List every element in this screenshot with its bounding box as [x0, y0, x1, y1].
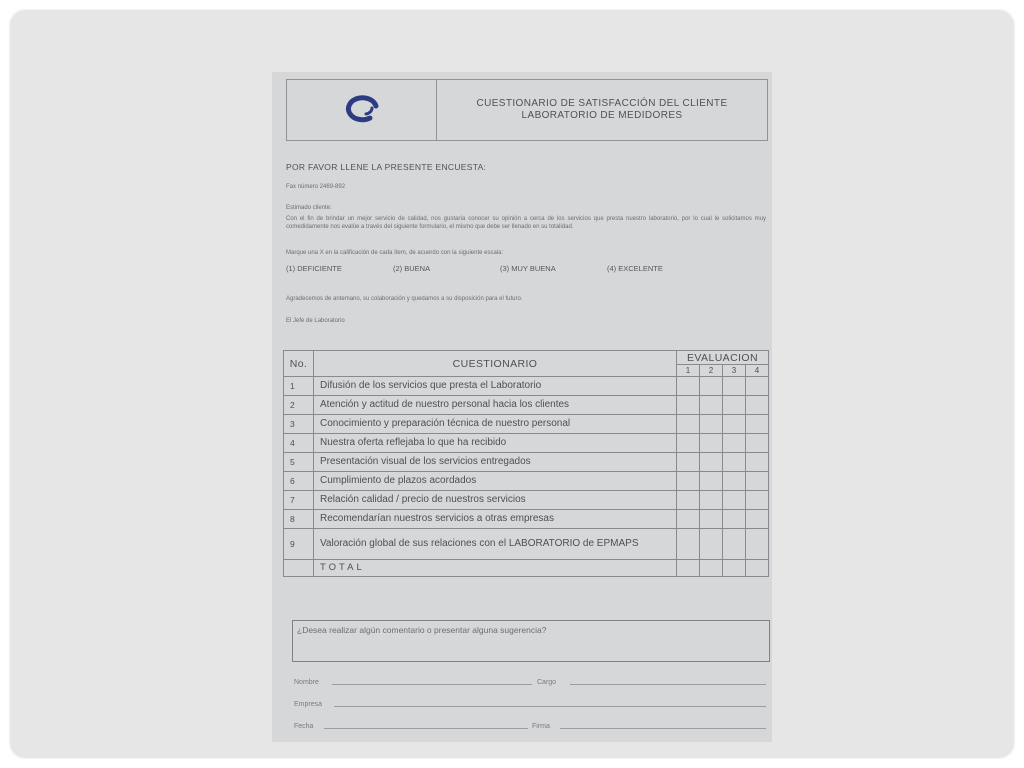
table-row — [284, 415, 769, 434]
logo-cell — [287, 80, 437, 140]
date-line[interactable] — [324, 728, 528, 729]
score-cell[interactable] — [723, 453, 746, 472]
company-logo-icon — [338, 94, 386, 126]
score-cell[interactable] — [746, 415, 769, 434]
column-header-no: No. — [284, 351, 314, 377]
score-cell[interactable] — [746, 491, 769, 510]
greeting: Estimado cliente: — [286, 205, 332, 211]
scale-item-2: (2) BUENA — [393, 264, 431, 273]
row-number: 8 — [284, 510, 314, 529]
score-header-2: 2 — [700, 365, 723, 377]
date-signature-row — [294, 719, 768, 731]
column-header-question: CUESTIONARIO — [314, 351, 677, 377]
score-cell[interactable] — [700, 529, 723, 560]
date-label: Fecha — [294, 723, 314, 730]
score-cell[interactable] — [746, 472, 769, 491]
score-cell[interactable] — [723, 415, 746, 434]
company-line[interactable] — [334, 706, 766, 707]
document-header — [286, 79, 768, 141]
score-cell[interactable] — [700, 434, 723, 453]
score-header-3: 3 — [723, 365, 746, 377]
scale-item-1: (1) DEFICIENTE — [286, 264, 342, 273]
score-cell[interactable] — [677, 510, 700, 529]
score-cell[interactable] — [677, 434, 700, 453]
questionnaire-table — [283, 350, 769, 577]
score-cell[interactable] — [700, 472, 723, 491]
total-row-blank — [284, 560, 314, 577]
score-cell[interactable] — [723, 491, 746, 510]
comment-prompt: ¿Desea realizar algún comentario o presentar alguna sugerencia? — [297, 625, 547, 635]
score-cell[interactable] — [677, 491, 700, 510]
score-cell[interactable] — [677, 472, 700, 491]
slide-frame — [11, 11, 1013, 757]
title-line-1: CUESTIONARIO DE SATISFACCIÓN DEL CLIENTE — [476, 98, 728, 109]
score-cell[interactable] — [677, 377, 700, 396]
signature-line[interactable] — [560, 728, 766, 729]
table-row — [284, 434, 769, 453]
score-cell[interactable] — [746, 377, 769, 396]
table-row — [284, 472, 769, 491]
table-row — [284, 377, 769, 396]
table-row — [284, 453, 769, 472]
score-cell[interactable] — [746, 453, 769, 472]
row-question: Presentación visual de los servicios entregados — [314, 453, 677, 472]
total-cell[interactable] — [677, 560, 700, 577]
scale-item-3: (3) MUY BUENA — [500, 264, 556, 273]
score-cell[interactable] — [723, 377, 746, 396]
row-question: Atención y actitud de nuestro personal hacia los clientes — [314, 396, 677, 415]
row-question: Conocimiento y preparación técnica de nuestro personal — [314, 415, 677, 434]
row-question: Recomendarían nuestros servicios a otras empresas — [314, 510, 677, 529]
thanks-text: Agradecemos de antemano, su colaboración y quedamos a su disposición para el futuro. — [286, 296, 523, 302]
score-cell[interactable] — [677, 396, 700, 415]
score-cell[interactable] — [700, 453, 723, 472]
row-question: Cumplimiento de plazos acordados — [314, 472, 677, 491]
score-cell[interactable] — [677, 453, 700, 472]
row-question: Valoración global de sus relaciones con el LABORATORIO de EPMAPS — [314, 529, 677, 560]
row-number: 9 — [284, 529, 314, 560]
row-number: 3 — [284, 415, 314, 434]
score-cell[interactable] — [723, 434, 746, 453]
position-label: Cargo — [537, 679, 557, 686]
score-cell[interactable] — [746, 529, 769, 560]
name-line[interactable] — [332, 684, 532, 685]
score-cell[interactable] — [677, 529, 700, 560]
score-cell[interactable] — [700, 415, 723, 434]
total-cell[interactable] — [723, 560, 746, 577]
fax-number: Fax número 2469-892 — [286, 184, 346, 190]
column-header-evaluation: EVALUACION — [677, 351, 769, 365]
score-header-4: 4 — [746, 365, 769, 377]
total-label: TOTAL — [314, 560, 677, 577]
survey-document — [272, 72, 772, 742]
table-row — [284, 491, 769, 510]
score-cell[interactable] — [700, 396, 723, 415]
score-cell[interactable] — [746, 396, 769, 415]
name-position-row — [294, 675, 768, 687]
signoff-text: El Jefe de Laboratorio — [286, 318, 345, 324]
rating-scale — [286, 264, 766, 273]
row-number: 7 — [284, 491, 314, 510]
score-cell[interactable] — [677, 415, 700, 434]
score-cell[interactable] — [746, 434, 769, 453]
score-cell[interactable] — [700, 377, 723, 396]
intro-paragraph: Con el fin de brindar un mejor servicio de calidad, nos gustaría conocer su opinión a cerca de los servicios que presta nuestro laboratorio, por lo cual le solicitamos muy comedidamente nos evalúe a través del siguiente formulario, el mismo que debe ser llenado en su totalidad. — [286, 216, 766, 230]
title-line-2: LABORATORIO DE MEDIDORES — [521, 110, 683, 121]
row-number: 4 — [284, 434, 314, 453]
total-cell[interactable] — [700, 560, 723, 577]
score-cell[interactable] — [700, 491, 723, 510]
score-header-1: 1 — [677, 365, 700, 377]
company-row — [294, 697, 768, 709]
row-question: Difusión de los servicios que presta el Laboratorio — [314, 377, 677, 396]
document-title — [437, 80, 767, 140]
marking-instruction: Marque una X en la calificación de cada ítem, de acuerdo con la siguiente escala: — [286, 250, 504, 256]
position-line[interactable] — [570, 684, 766, 685]
row-number: 2 — [284, 396, 314, 415]
score-cell[interactable] — [700, 510, 723, 529]
name-label: Nombre — [294, 679, 319, 686]
score-cell[interactable] — [746, 510, 769, 529]
row-number: 6 — [284, 472, 314, 491]
total-row — [284, 560, 769, 577]
score-cell[interactable] — [723, 472, 746, 491]
comment-box[interactable] — [292, 620, 770, 662]
survey-instruction-heading: POR FAVOR LLENE LA PRESENTE ENCUESTA: — [286, 162, 487, 172]
score-cell[interactable] — [723, 510, 746, 529]
total-cell[interactable] — [746, 560, 769, 577]
company-label: Empresa — [294, 701, 323, 708]
score-cell[interactable] — [723, 396, 746, 415]
row-number: 5 — [284, 453, 314, 472]
scale-item-4: (4) EXCELENTE — [607, 264, 663, 273]
row-number: 1 — [284, 377, 314, 396]
signature-label: Firma — [532, 723, 550, 730]
table-row — [284, 396, 769, 415]
table-row — [284, 529, 769, 560]
score-cell[interactable] — [723, 529, 746, 560]
row-question: Relación calidad / precio de nuestros servicios — [314, 491, 677, 510]
row-question: Nuestra oferta reflejaba lo que ha recibido — [314, 434, 677, 453]
table-row — [284, 510, 769, 529]
